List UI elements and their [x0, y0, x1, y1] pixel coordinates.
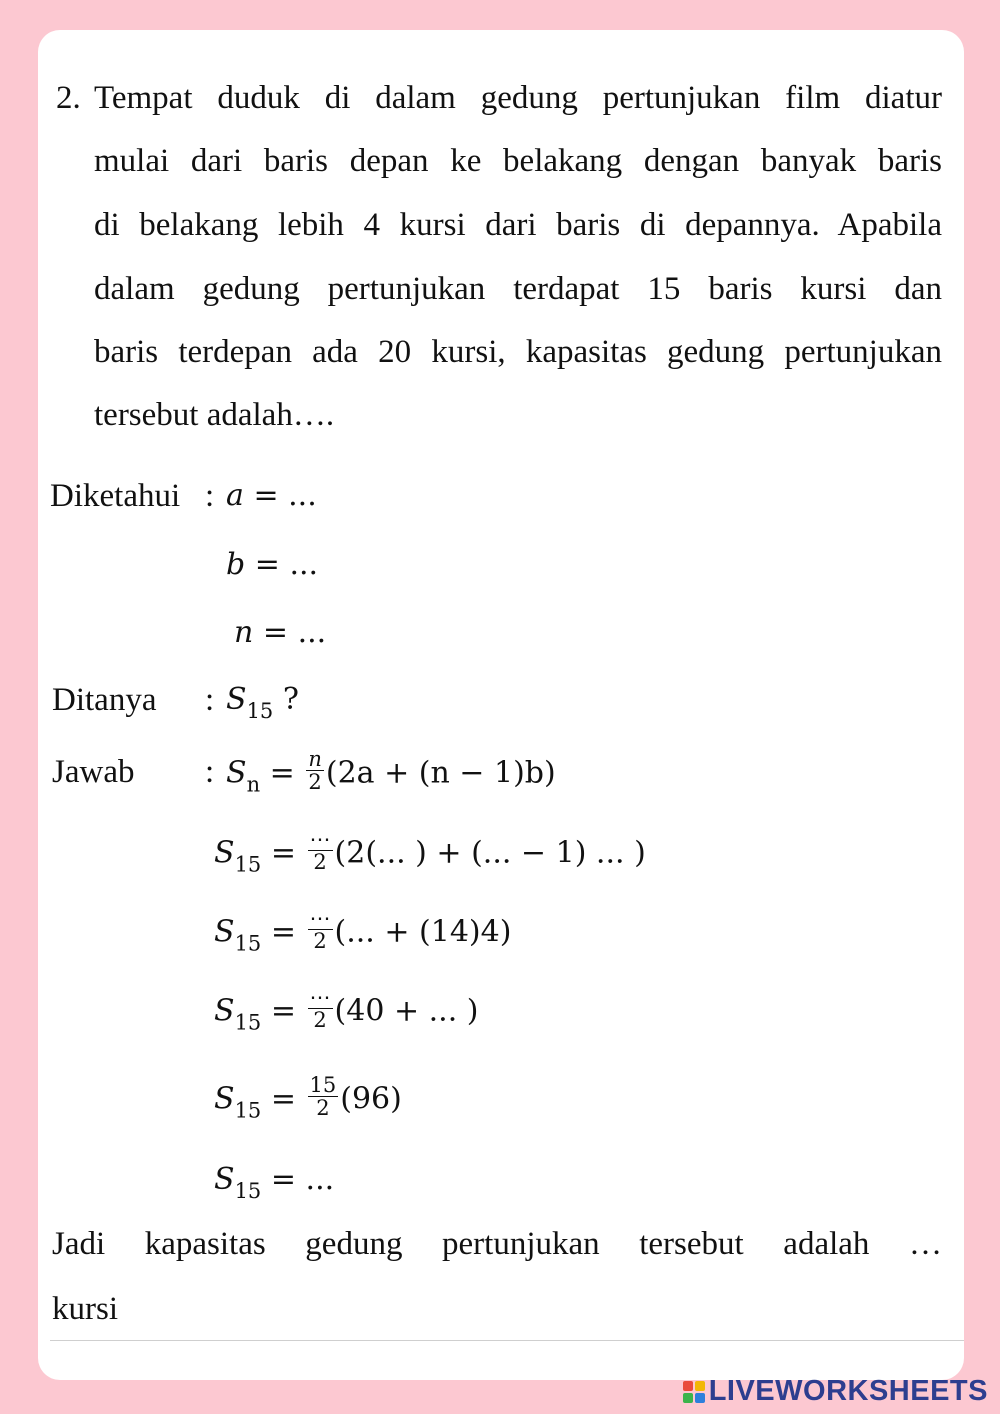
equals-sign: =	[270, 1081, 296, 1117]
liveworksheets-brand	[683, 1375, 988, 1408]
sum-subscript: 15	[234, 1098, 262, 1123]
known-colon: :	[205, 478, 215, 514]
equals-sign: =	[253, 478, 279, 513]
question-mark: ?	[282, 682, 299, 717]
logo-square-3	[683, 1393, 693, 1403]
fraction-denominator: 2	[308, 770, 322, 794]
conclusion-line-2: kursi	[52, 1291, 118, 1327]
known-b-row	[226, 545, 318, 585]
fraction	[308, 907, 333, 952]
worksheet-card	[38, 30, 964, 1380]
sum-subscript: 15	[234, 931, 262, 956]
equals-sign: =	[254, 547, 280, 582]
fraction	[306, 748, 324, 793]
question-number: 2.	[56, 80, 81, 116]
step-rest: (... + (14)4)	[334, 914, 512, 950]
asked-colon: :	[205, 682, 215, 718]
fraction-numerator: 15	[309, 1073, 337, 1097]
step-row-4	[214, 1073, 402, 1123]
blank-n: ...	[297, 615, 327, 650]
equals-sign: =	[269, 755, 295, 791]
answer-label: Jawab	[52, 754, 135, 790]
sum-symbol: S	[214, 1081, 235, 1117]
formula-row	[226, 747, 556, 797]
divider	[50, 1340, 964, 1341]
question-line-2: mulai dari baris depan ke belakang dengan banyak baris	[94, 143, 942, 179]
known-a-row	[226, 476, 317, 516]
liveworksheets-logo-icon	[683, 1381, 705, 1403]
fraction-numerator: n	[308, 747, 322, 771]
sum-symbol: S	[214, 993, 235, 1029]
sum-symbol: S	[226, 755, 247, 791]
var-b: b	[226, 547, 246, 582]
formula-rest: (2a + (n − 1)b)	[325, 755, 556, 791]
final-blank: ...	[305, 1162, 335, 1197]
sum-symbol: S	[214, 835, 235, 871]
fraction-denominator: 2	[316, 1096, 330, 1120]
logo-square-1	[683, 1381, 693, 1391]
fraction-denominator: 2	[313, 1008, 327, 1032]
fraction-denominator: 2	[313, 850, 327, 874]
fraction	[308, 828, 333, 873]
sum-subscript: 15	[246, 699, 274, 723]
fraction	[308, 1074, 339, 1119]
sum-subscript: 15	[234, 852, 262, 877]
fraction	[308, 986, 333, 1031]
asked-label: Ditanya	[52, 682, 157, 718]
logo-square-2	[695, 1381, 705, 1391]
step-rest: (2(... ) + (... − 1) ... )	[334, 835, 646, 871]
sum-subscript: 15	[234, 1179, 262, 1203]
answer-colon: :	[205, 754, 215, 790]
equals-sign: =	[270, 1162, 296, 1197]
fraction-numerator: ⋯	[309, 985, 331, 1009]
step-row-1	[214, 827, 646, 877]
equals-sign: =	[270, 993, 296, 1029]
blank-a: ...	[288, 478, 317, 513]
sum-subscript: n	[246, 772, 261, 797]
question-line-5: baris terdepan ada 20 kursi, kapasitas gedung pertunjukan	[94, 334, 942, 370]
brand-name: LIVEWORKSHEETS	[708, 1375, 988, 1407]
question-line-3: di belakang lebih 4 kursi dari baris di depannya. Apabila	[94, 207, 942, 243]
sum-subscript: 15	[234, 1010, 262, 1035]
step-row-2	[214, 906, 512, 956]
sum-symbol: S	[214, 914, 235, 950]
question-line-1: Tempat duduk di dalam gedung pertunjukan film diatur	[94, 80, 942, 116]
conclusion-line-1: Jadi kapasitas gedung pertunjukan tersebut adalah …	[52, 1226, 942, 1262]
sum-symbol: S	[214, 1162, 235, 1197]
known-label: Diketahui	[50, 478, 181, 514]
blank-b: ...	[289, 547, 319, 582]
step-rest: (40 + ... )	[334, 993, 479, 1029]
equals-sign: =	[270, 914, 296, 950]
step-row-3	[214, 985, 479, 1035]
logo-square-4	[695, 1393, 705, 1403]
step-rest: (96)	[340, 1081, 402, 1117]
sum-symbol: S	[226, 682, 247, 717]
asked-expression	[226, 680, 299, 723]
known-n-row	[234, 613, 326, 653]
equals-sign: =	[270, 835, 296, 871]
fraction-numerator: ⋯	[309, 827, 331, 851]
question-line-4: dalam gedung pertunjukan terdapat 15 baris kursi dan	[94, 271, 942, 307]
equals-sign: =	[262, 615, 289, 650]
fraction-numerator: ⋯	[309, 906, 331, 930]
var-a: a	[226, 478, 244, 513]
final-row	[214, 1160, 335, 1203]
question-line-6: tersebut adalah….	[94, 397, 335, 433]
var-n: n	[234, 615, 254, 650]
fraction-denominator: 2	[313, 929, 327, 953]
